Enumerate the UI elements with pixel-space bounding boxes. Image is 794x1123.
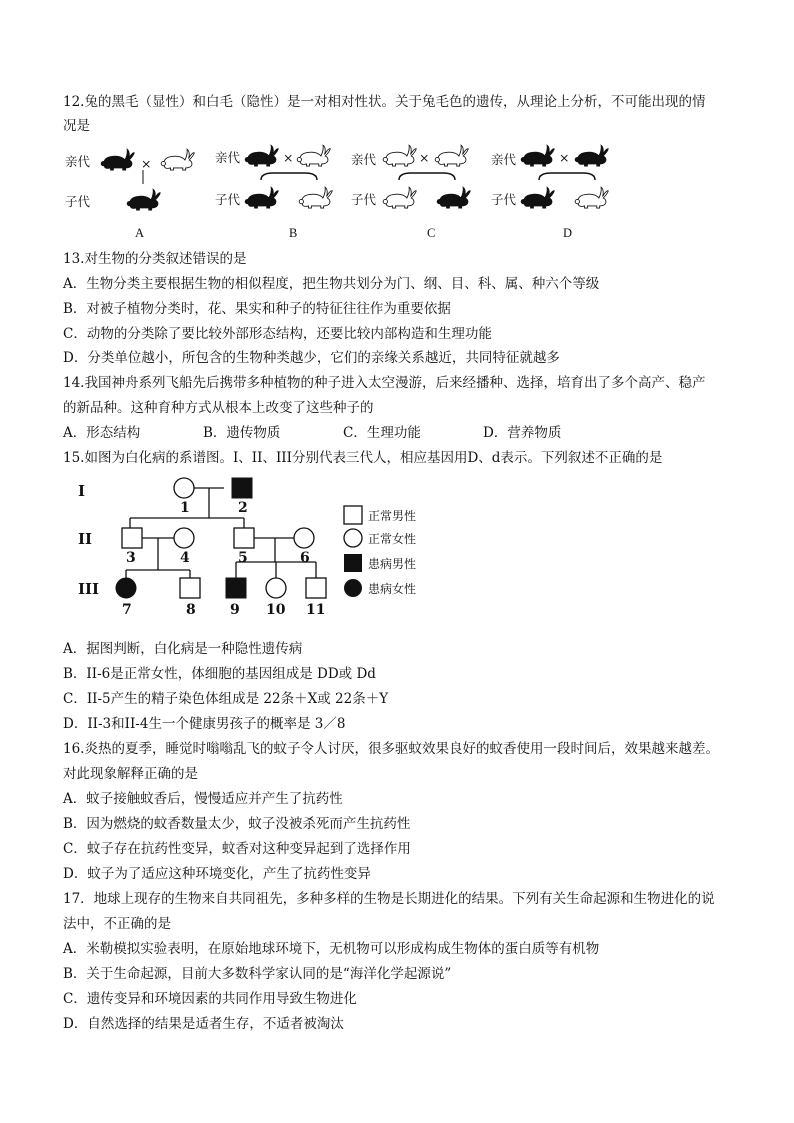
legend-affected-male: 患病男性 bbox=[368, 557, 417, 571]
q15-option-c: C．II-5产生的精子染色体组成是 22条＋X或 22条＋Y bbox=[63, 691, 389, 707]
legend-affected-female: 患病女性 bbox=[368, 582, 417, 596]
option-label-a: A bbox=[135, 226, 145, 240]
offspring-brace bbox=[259, 170, 319, 182]
q17-stem-line1: 17．地球上现存的生物来自共同祖先，多种多样的生物是长期进化的结果。下列有关生命起源和生物进化的说 bbox=[63, 891, 715, 907]
q15-option-d: D．II-3和II-4生一个健康男孩子的概率是 3／8 bbox=[63, 716, 346, 732]
rabbit-black-icon bbox=[99, 146, 135, 174]
q13-stem: 13.对生物的分类叙述错误的是 bbox=[63, 251, 247, 267]
option-label-b: B bbox=[289, 226, 298, 240]
q12-stem-line1: 12.兔的黑毛（显性）和白毛（隐性）是一对相对性状。关于兔毛色的遗传，从理论上分析，不可能出现的情 bbox=[63, 94, 706, 110]
child-label-a: 子代 bbox=[65, 194, 91, 209]
individual-11 bbox=[306, 578, 326, 598]
individual-1 bbox=[174, 478, 194, 498]
q17-stem-line2: 法中，不正确的是 bbox=[63, 916, 171, 932]
rabbit-white-icon bbox=[381, 184, 417, 212]
q16-stem-line1: 16.炎热的夏季，睡觉时嗡嗡乱飞的蚊子令人讨厌，很多驱蚊效果良好的蚊香使用一段时间后，效果越来越差。 bbox=[63, 741, 719, 757]
q13-option-b: B．对被子植物分类时，花、果实和种子的特征往往作为重要依据 bbox=[63, 301, 451, 317]
rabbit-black-icon bbox=[243, 184, 279, 212]
number-10: 10 bbox=[266, 602, 286, 618]
generation-label-1: I bbox=[78, 482, 86, 500]
q17-option-a: A．米勒模拟实验表明，在原始地球环境下，无机物可以形成构成生物体的蛋白质等有机物 bbox=[63, 941, 600, 957]
individual-4 bbox=[174, 528, 194, 548]
q17-option-b: B．关于生命起源，目前大多数科学家认同的是“海洋化学起源说” bbox=[63, 966, 452, 982]
parent-label-c: 亲代 bbox=[351, 152, 377, 167]
number-11: 11 bbox=[306, 602, 326, 618]
rabbit-black-icon bbox=[519, 142, 555, 170]
individual-2 bbox=[232, 478, 252, 498]
individual-8 bbox=[180, 578, 200, 598]
q12-stem-line2: 况是 bbox=[63, 118, 90, 134]
rabbit-black-icon bbox=[519, 184, 555, 212]
child-label-c: 子代 bbox=[351, 192, 377, 207]
child-label-b: 子代 bbox=[215, 192, 241, 207]
q13-option-d: D．分类单位越小，所包含的生物种类越少，它们的亲缘关系越近，共同特征就越多 bbox=[63, 350, 560, 366]
cross-symbol: × bbox=[283, 150, 294, 165]
q17-option-d: D．自然选择的结果是适者生存，不适者被淘汰 bbox=[63, 1016, 344, 1032]
parent-label-b: 亲代 bbox=[215, 150, 241, 165]
q15-option-b: B．II-6是正常女性，体细胞的基因组成是 DD或 Dd bbox=[63, 666, 376, 682]
rabbit-black-icon bbox=[573, 142, 609, 170]
q14-option-a: A．形态结构 bbox=[63, 425, 141, 441]
number-5: 5 bbox=[238, 550, 248, 566]
number-7: 7 bbox=[122, 602, 132, 618]
rabbit-white-icon bbox=[297, 184, 333, 212]
individual-5 bbox=[234, 528, 254, 548]
q14-stem-line1: 14.我国神舟系列飞船先后携带多种植物的种子进入太空漫游，后来经播种、选择，培育出了多个高产、稳产 bbox=[63, 375, 706, 391]
individual-10 bbox=[266, 578, 286, 598]
parent-label-a: 亲代 bbox=[65, 154, 91, 169]
individual-7 bbox=[116, 578, 136, 598]
legend-normal-female: 正常女性 bbox=[368, 532, 417, 546]
number-6: 6 bbox=[300, 550, 310, 566]
q14-stem-line2: 的新品种。这种育种方式从根本上改变了这些种子的 bbox=[63, 400, 374, 416]
rabbit-white-icon bbox=[433, 142, 469, 170]
number-2: 2 bbox=[238, 500, 248, 516]
q14-option-c: C．生理功能 bbox=[343, 425, 421, 441]
q16-option-c: C．蚊子存在抗药性变异，蚊香对这种变异起到了选择作用 bbox=[63, 841, 411, 857]
legend-normal-male: 正常男性 bbox=[368, 509, 417, 523]
q13-option-c: C．动物的分类除了要比较外部形态结构，还要比较内部构造和生理功能 bbox=[63, 326, 492, 342]
individual-3 bbox=[122, 528, 142, 548]
individual-6 bbox=[294, 528, 314, 548]
cross-symbol: × bbox=[559, 150, 570, 165]
parent-label-d: 亲代 bbox=[491, 152, 517, 167]
q16-stem-line2: 对此现象解释正确的是 bbox=[63, 766, 198, 782]
q14-option-b: B．遗传物质 bbox=[203, 425, 281, 441]
generation-label-2: II bbox=[78, 530, 93, 548]
generation-label-3: III bbox=[78, 580, 100, 598]
rabbit-white-icon bbox=[295, 142, 331, 170]
number-8: 8 bbox=[186, 602, 196, 618]
rabbit-black-icon bbox=[435, 184, 471, 212]
rabbit-white-icon bbox=[381, 142, 417, 170]
q16-option-b: B．因为燃烧的蚊香数量太少，蚊子没被杀死而产生抗药性 bbox=[63, 816, 411, 832]
option-label-d: D bbox=[563, 226, 573, 240]
offspring-brace bbox=[537, 170, 597, 182]
descent-line bbox=[141, 170, 145, 184]
rabbit-black-icon bbox=[125, 186, 161, 214]
number-4: 4 bbox=[180, 550, 190, 566]
child-label-d: 子代 bbox=[491, 192, 517, 207]
cross-symbol: × bbox=[419, 150, 430, 165]
q15-option-a: A．据图判断，白化病是一种隐性遗传病 bbox=[63, 641, 303, 657]
q15-stem: 15.如图为白化病的系谱图。I、II、III分别代表三代人，相应基因用D、d表示。下列叙述不正确的是 bbox=[63, 450, 663, 466]
q14-option-d: D．营养物质 bbox=[483, 425, 562, 441]
q16-option-d: D．蚊子为了适应这种环境变化，产生了抗药性变异 bbox=[63, 866, 371, 882]
q17-option-c: C．遗传变异和环境因素的共同作用导致生物进化 bbox=[63, 991, 357, 1007]
pedigree-chart bbox=[70, 470, 470, 630]
offspring-brace bbox=[397, 170, 457, 182]
cross-symbol: × bbox=[141, 156, 152, 171]
q16-option-a: A．蚊子接触蚊香后，慢慢适应并产生了抗药性 bbox=[63, 791, 343, 807]
number-3: 3 bbox=[126, 550, 136, 566]
individual-9 bbox=[226, 578, 246, 598]
rabbit-white-icon bbox=[159, 146, 195, 174]
q13-option-a: A．生物分类主要根据生物的相似程度，把生物共划分为门、纲、目、科、属、种六个等级 bbox=[63, 276, 600, 292]
number-9: 9 bbox=[230, 602, 240, 618]
number-1: 1 bbox=[180, 500, 190, 516]
q12-rabbit-figure bbox=[63, 140, 623, 244]
rabbit-white-icon bbox=[573, 184, 609, 212]
option-label-c: C bbox=[427, 226, 436, 240]
rabbit-black-icon bbox=[243, 142, 279, 170]
